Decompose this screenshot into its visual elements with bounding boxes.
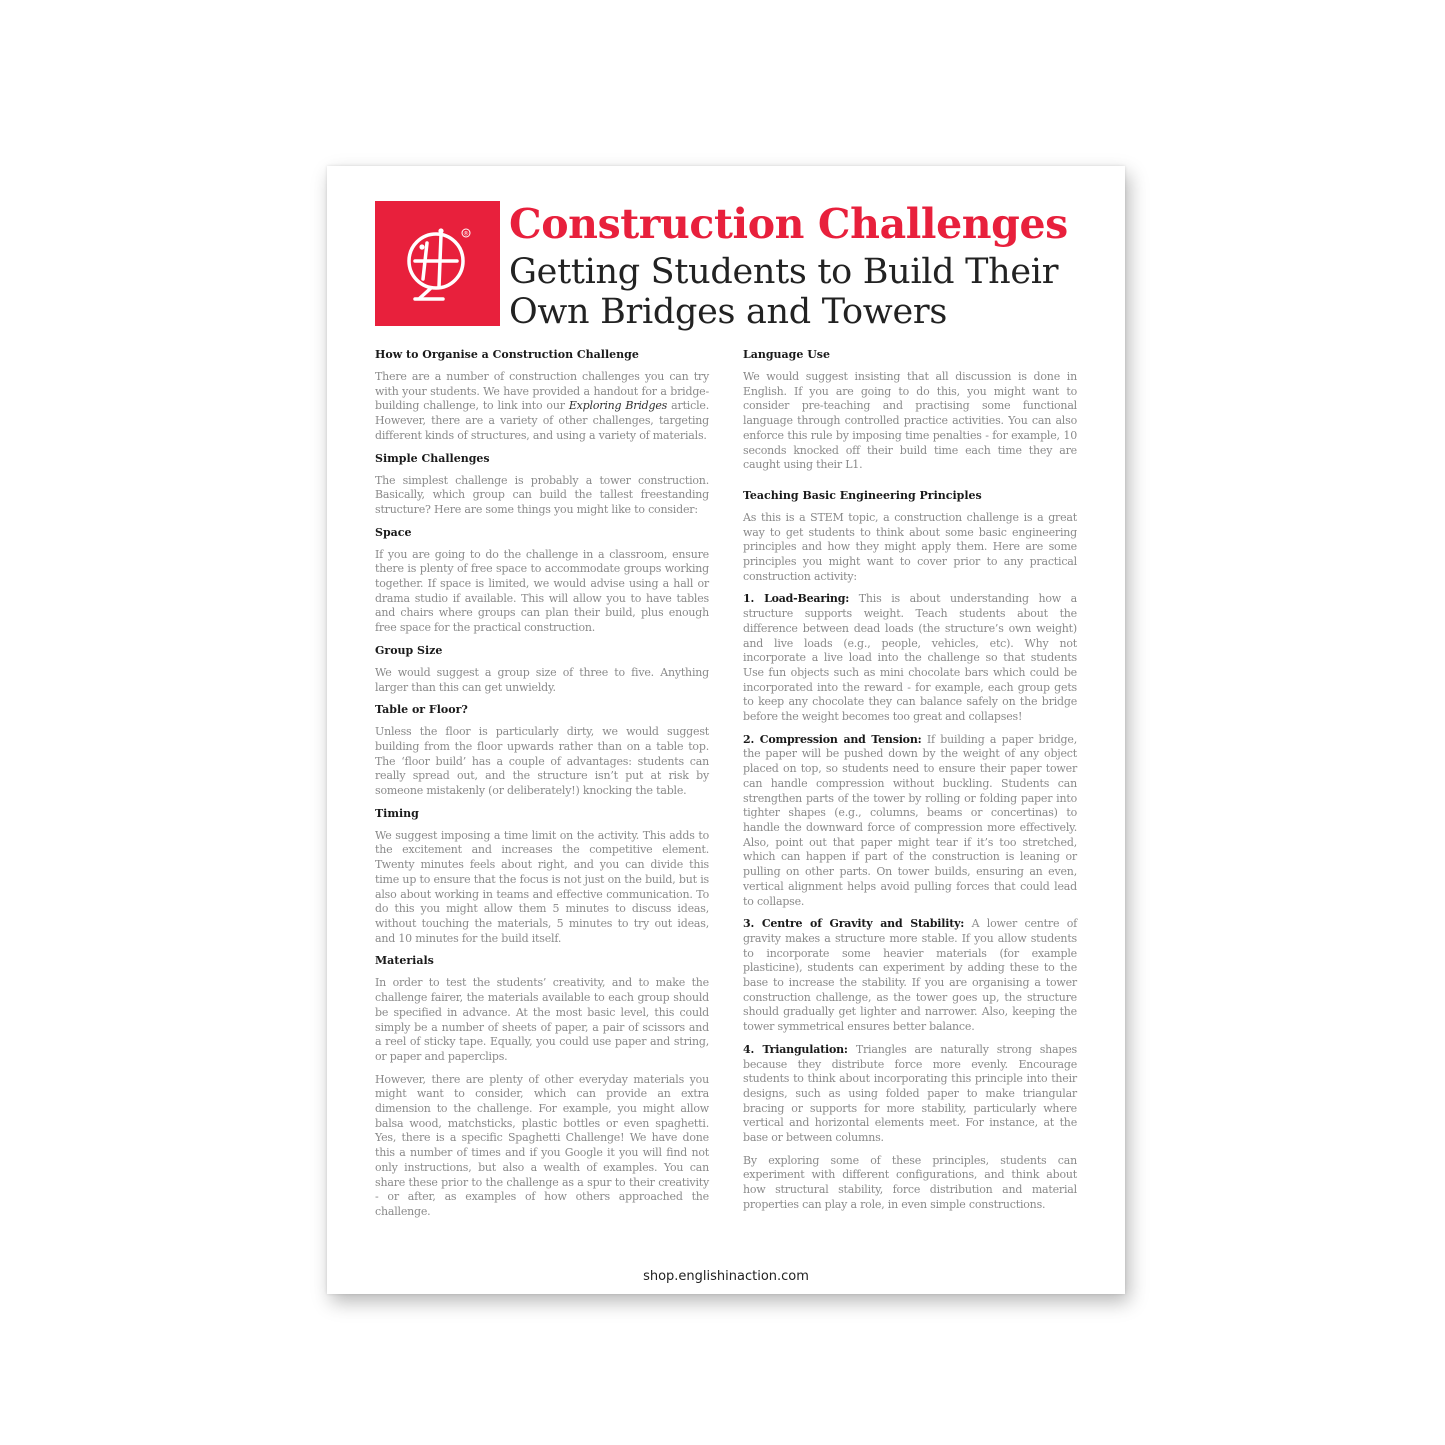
principle-text: If building a paper bridge, the paper will be pushed down by the weight of any object placed on top, so students need to ensure their paper tower can handle compression without buckling. Students can strengthen parts of the tower by rolling or folding paper into tighter shapes (e.g., columns, beams or concertinas) to handle the downward force of compression more effectively. Also, point out that paper might tear if it’s too stretched, which can happen if part of the construction is leaning or pulling on other parts. On tower builds, ensuring an even, vertical alignment helps avoid pulling forces that could lead to collapse. xyxy=(743,732,1077,908)
body-paragraph: We would suggest a group size of three to five. Anything larger than this can get unwieldy. xyxy=(375,665,709,694)
document-page xyxy=(327,166,1125,1294)
section-heading: How to Organise a Construction Challenge xyxy=(375,348,639,361)
page-title: Construction Challenges xyxy=(509,200,1068,248)
principle-text: This is about understanding how a structure supports weight. Teach students about the difference between dead loads (the structure’s own weight) and live loads (e.g., people, vehicles, etc). Why not incorporate a live load into the challenge so that students Use fun objects such as mini chocolate bars which could be incorporated into the reward - for example, each group gets to keep any chocolate they can balance safely on the bridge before the weight becomes too great and collapses! xyxy=(743,592,1077,724)
footer-url: shop.englishinaction.com xyxy=(643,1269,809,1284)
english-in-action-logo-icon xyxy=(375,201,500,326)
brand-logo xyxy=(375,201,500,326)
registered-mark: ® xyxy=(463,230,469,238)
principle-item xyxy=(743,1043,1077,1146)
closing-paragraph: By exploring some of these principles, students can experiment with different configurations, and think about how structural stability, force distribution and material properties can play a role, in even simple constructions. xyxy=(743,1153,1077,1211)
body-paragraph: We would suggest insisting that all discussion is done in English. If you are going to do this, you might want to consider pre-teaching and practising some functional language through controlled practice activities. You can also enforce this rule by imposing time penalties - for example, 10 seconds knocked off their build time each time they are caught using their L1. xyxy=(743,370,1077,472)
body-paragraph: If you are going to do the challenge in a classroom, ensure there is plenty of free space to accommodate groups working together. If space is limited, we would advise using a hall or drama studio if available. This will allow you to have tables and chairs where groups can plan their build, plus enough free space for the practical construction. xyxy=(375,547,709,635)
section-heading: Materials xyxy=(375,954,434,968)
body-paragraph: Unless the floor is particularly dirty, we would suggest building from the floor upwards rather than on a table top. The ‘floor build’ has a couple of advantages: students can really spread out, and the structure isn’t put at risk by someone mistakenly (or deliberately!) knocking the table. xyxy=(375,725,709,798)
article-title-emphasis: Exploring Bridges xyxy=(568,399,668,413)
body-paragraph: The simplest challenge is probably a tower construction. Basically, which group can build the tallest freestanding structure? Here are some things you might like to consider: xyxy=(375,473,709,516)
left-column xyxy=(375,348,709,1228)
principle-item xyxy=(743,917,1077,1035)
body-paragraph: However, there are plenty of other everyday materials you might want to consider, which can provide an extra dimension to the challenge. For example, you might allow balsa wood, matchsticks, plastic bottles or even spaghetti. Yes, there is a specific Spaghetti Challenge! We have done this a number of times and if you Google it you will find not only instructions, but also a wealth of examples. You can share these prior to the challenge as a spur to their creativity - or after, as examples of how others approached the challenge. xyxy=(375,1072,709,1218)
body-paragraph: In order to test the students’ creativity, and to make the challenge fairer, the materials available to each group should be specified in advance. At the most basic level, this could simply be a number of sheets of paper, a pair of scissors and a reel of sticky tape. Equally, you could use paper and string, or paper and paperclips. xyxy=(375,976,709,1063)
principle-label: 4. Triangulation: xyxy=(743,1042,848,1056)
body-paragraph: We suggest imposing a time limit on the activity. This adds to the excitement and increases the competitive element. Twenty minutes feels about right, and you can divide this time up to ensure that the focus is not just on the build, but is also about working in teams and effective communication. To do this you might allow them 5 minutes to discuss ideas, without touching the materials, 5 minutes to try out ideas, and 10 minutes for the build itself. xyxy=(375,828,709,945)
page-subtitle: Getting Students to Build Their Own Bridges and Towers xyxy=(509,252,1059,332)
section-heading: Group Size xyxy=(375,643,443,657)
paragraph-text: article. However, there are a variety of other challenges, targeting different kinds of structures, and using a variety of materials. xyxy=(375,399,709,442)
section-heading: Table or Floor? xyxy=(375,703,468,717)
section-heading: Teaching Basic Engineering Principles xyxy=(743,488,982,502)
section-heading: Language Use xyxy=(743,348,830,361)
principle-item xyxy=(743,733,1077,909)
section-heading: Space xyxy=(375,525,412,539)
principle-label: 3. Centre of Gravity and Stability: xyxy=(743,917,965,931)
principle-text: Triangles are naturally strong shapes because they distribute force more evenly. Encourage students to think about incorporating this principle into their designs, such as using folded paper to make triangular bracing or supports for more stability, particularly where vertical and horizontal elements meet. For instance, at the base or between columns. xyxy=(743,1042,1077,1145)
paragraph-text: There are a number of construction challenges you can try with your students. We have provided a handout for a bridge-building challenge, to link into our xyxy=(375,370,709,413)
body-paragraph: As this is a STEM topic, a construction challenge is a great way to get students to think about some basic engineering principles and how they might apply them. Here are some principles you might want to cover prior to any practical construction activity: xyxy=(743,510,1077,583)
principle-item xyxy=(743,592,1077,724)
principle-label: 2. Compression and Tension: xyxy=(743,732,922,746)
body-paragraph xyxy=(375,370,709,444)
right-column xyxy=(743,348,1077,1221)
section-heading: Simple Challenges xyxy=(375,451,490,465)
principle-label: 1. Load-Bearing: xyxy=(743,592,850,606)
section-heading: Timing xyxy=(375,806,419,820)
principle-text: A lower centre of gravity makes a structure more stable. If you allow students to incorporate some heavier materials (for example plasticine), students can experiment by adding these to the base to increase the stability. If you are organising a tower construction challenge, as the tower goes up, the structure should gradually get lighter and narrower. Also, keeping the tower symmetrical ensures better balance. xyxy=(743,917,1078,1034)
